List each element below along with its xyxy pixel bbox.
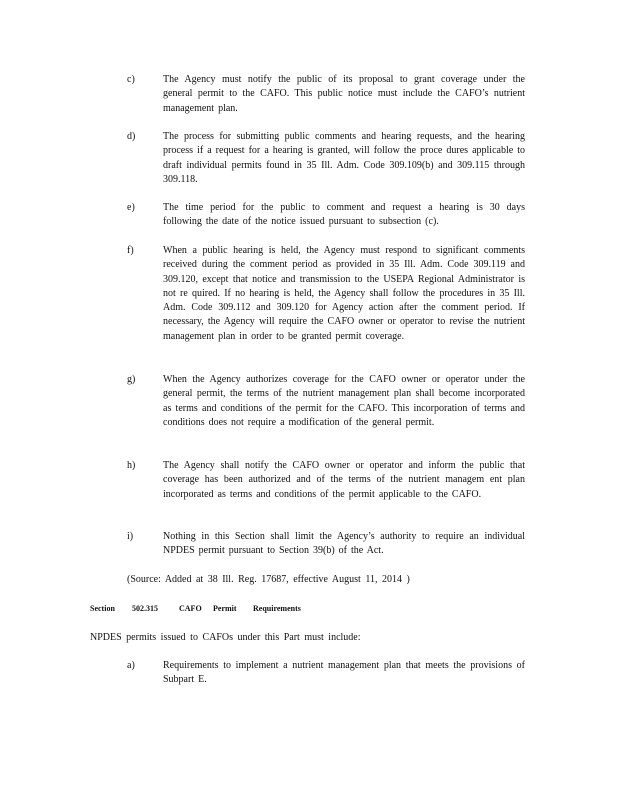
subsection-label: e)	[127, 202, 135, 213]
section-title-word: Requirements	[253, 604, 301, 613]
subsection-label: f)	[127, 245, 134, 256]
subsection-text: Requirements to implement a nutrient management plan that meets the provisions of Subpart E.	[163, 660, 525, 686]
subsection-text: When a public hearing is held, the Agency must respond to significant comments received during the comment period as provided in 35 Ill. Adm. Code 309.119 and 309.120, except that notice and transmission to the USEPA Regional Administrator is not re quired. If no hearing is held, the Agency shall follow the procedures in 35 Ill. Adm. Code 309.112 and 309.120 for Agency action after the comment period. If necessary, the Agency will require the CAFO owner or operator to revise the nutrient management plan in order to be granted permit coverage.	[163, 245, 525, 342]
section-intro: NPDES permits issued to CAFOs under this Part must include:	[90, 632, 361, 643]
subsection-text: Nothing in this Section shall limit the Agency’s authority to require an individual NPDES permit pursuant to Section 39(b) of the Act.	[163, 531, 525, 557]
subsection-text: The Agency shall notify the CAFO owner or operator and inform the public that coverage has been authorized and of the terms of the nutrient managem ent plan incorporated as terms and conditions of the permit applicable to the CAFO.	[163, 460, 525, 500]
source-note: (Source: Added at 38 Ill. Reg. 17687, effective August 11, 2014 )	[127, 574, 410, 585]
subsection-text: The process for submitting public comments and hearing requests, and the hearing process if a request for a hearing is granted, will follow the proce dures applicable to draft individual permits found in 35 Ill. Adm. Code 309.109(b) and 309.115 through 309.118.	[163, 131, 525, 185]
subsection-label: g)	[127, 374, 136, 385]
subsection-text: The Agency must notify the public of its proposal to grant coverage under the general permit to the CAFO. This public notice must include the CAFO’s nutrient management plan.	[163, 74, 525, 114]
subsection-label: d)	[127, 131, 136, 142]
section-heading	[90, 603, 301, 615]
section-word: Section	[90, 604, 115, 613]
subsection-text: The time period for the public to comment and request a hearing is 30 days following the date of the notice issued pursuant to subsection (c).	[163, 202, 525, 228]
subsection-label: i)	[127, 531, 134, 542]
subsection-label: h)	[127, 460, 136, 471]
subsection-text: When the Agency authorizes coverage for the CAFO owner or operator under the general permit, the terms of the nutrient management plan shall become incorporated as terms and conditions of the permit for the CAFO. This incorporation of terms and conditions does not require a modification of the general permit.	[163, 374, 525, 428]
subsection-label: a)	[127, 660, 135, 671]
section-title-word: Permit	[213, 604, 237, 613]
section-title-word: CAFO	[179, 604, 202, 613]
section-number: 502.315	[132, 604, 158, 613]
subsection-label: c)	[127, 74, 135, 85]
